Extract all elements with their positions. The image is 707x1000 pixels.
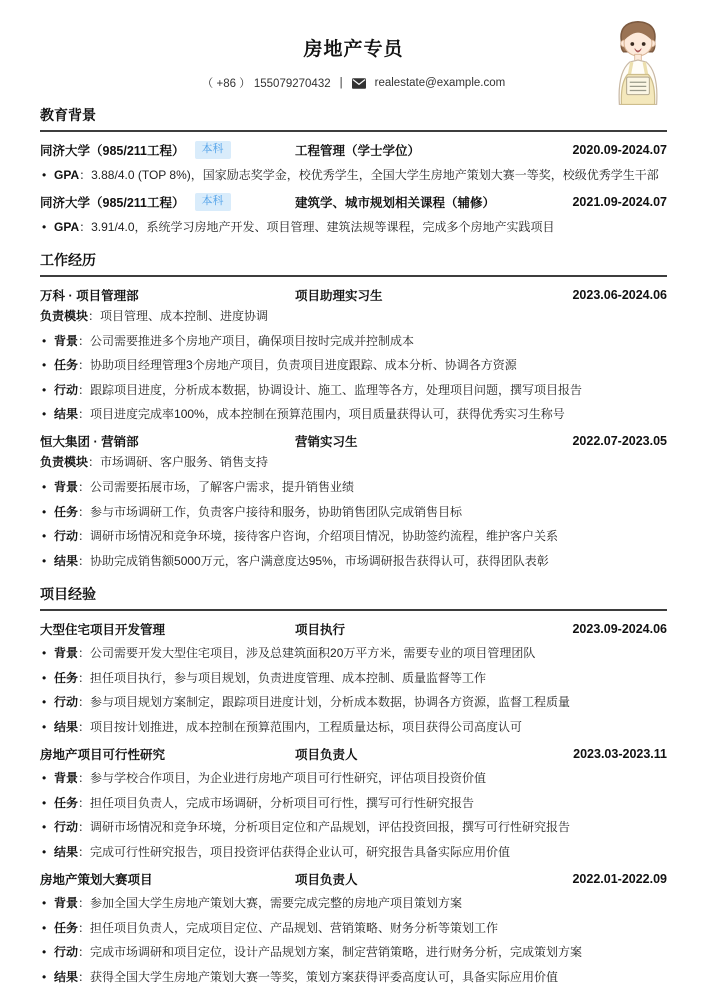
education-bullets: [40, 166, 667, 184]
bullet-item: [40, 405, 667, 423]
school-name: 同济大学（985/211工程）: [40, 144, 185, 159]
bullet-label: 行动: [54, 695, 79, 710]
project-date: 2022.01-2022.09: [572, 871, 667, 886]
bullet-text: ：跟踪项目进度，分析成本数据，协调设计、施工、监理等各方，处理项目问题，撰写项目报告: [78, 382, 583, 397]
work-bullets: [40, 332, 667, 424]
bullet-label: 结果: [54, 969, 79, 984]
bullet-item: [40, 552, 667, 570]
position-title: 营销实习生: [295, 435, 358, 450]
bullet-label: 行动: [54, 529, 79, 544]
major-name: 工程管理（学士学位）: [295, 144, 421, 159]
boy-avatar-icon: [607, 14, 669, 106]
bullet-item: [40, 527, 667, 545]
bullet-item: [40, 644, 667, 662]
bullet-item: [40, 478, 667, 496]
education-entry-header: [40, 193, 667, 211]
bullet-label: 结果: [54, 553, 79, 568]
project-name: 房地产项目可行性研究: [40, 747, 166, 762]
company-name: 恒大集团 · 营销部: [40, 435, 139, 450]
company-name: 万科 · 项目管理部: [40, 288, 139, 303]
bullet-text: ：调研市场情况和竞争环境，分析项目定位和产品规划，评估投资回报，撰写可行性研究报告: [78, 820, 571, 835]
bullet-text: ：协助项目经理管理3个房地产项目，负责项目进度跟踪、成本分析、协调各方资源: [78, 358, 517, 373]
project-entry-header: [40, 620, 667, 638]
school-name: 同济大学（985/211工程）: [40, 196, 185, 211]
bullet-label: 行动: [54, 945, 79, 960]
module-label: 负责模块: [40, 308, 89, 323]
bullet-text: ：担任项目执行，参与项目规划，负责进度管理、成本控制、质量监督等工作: [78, 670, 487, 685]
bullet-item: [40, 794, 667, 812]
bullet-item: [40, 718, 667, 736]
project-date: 2023.03-2023.11: [573, 746, 667, 761]
bullet-item: [40, 381, 667, 399]
bullet-item: [40, 843, 667, 861]
contact-separator: |: [339, 77, 343, 89]
bullet-text: ：调研市场情况和竞争环境，接待客户咨询，介绍项目情况，协助签约流程，维护客户关系: [78, 529, 559, 544]
education-date: 2020.09-2024.07: [572, 143, 667, 158]
module-text: ：项目管理、成本控制、进度协调: [88, 308, 269, 323]
bullet-text: ：参与学校合作项目，为企业进行房地产项目可行性研究，评估项目投资价值: [78, 771, 487, 786]
bullet-text: ：参与市场调研工作，负责客户接待和服务，协助销售团队完成销售目标: [78, 504, 463, 519]
work-date: 2023.06-2024.06: [572, 287, 667, 302]
bullet-label: 结果: [54, 844, 79, 859]
bullet-label: 背景: [54, 771, 79, 786]
module-line: [40, 307, 667, 326]
work-entry-header: [40, 432, 667, 450]
bullet-label: 任务: [54, 670, 79, 685]
bullet-item: [40, 503, 667, 521]
bullet-text: ：获得全国大学生房地产策划大赛一等奖，策划方案获得评委高度认可，具备实际应用价值: [78, 969, 559, 984]
bullet-text: ：担任项目负责人，完成项目定位、产品规划、营销策略、财务分析等策划工作: [78, 920, 499, 935]
bullet-label: 结果: [54, 719, 79, 734]
bullet-item: [40, 919, 667, 937]
bullet-label: 结果: [54, 407, 79, 422]
project-name: 房地产策划大赛项目: [40, 872, 153, 887]
bullet-item: [40, 693, 667, 711]
work-entry-header: [40, 286, 667, 304]
project-bullets: [40, 769, 667, 861]
bullet-item: [40, 218, 667, 236]
bullet-item: [40, 669, 667, 687]
position-title: 项目助理实习生: [295, 288, 383, 303]
bullet-label: 背景: [54, 480, 79, 495]
bullet-item: [40, 769, 667, 787]
section-title-education: 教育背景: [40, 105, 667, 132]
bullet-label: 背景: [54, 646, 79, 661]
bullet-text: ：项目按计划推进，成本控制在预算范围内，工程质量达标，项目获得公司高度认可: [78, 719, 523, 734]
bullet-text: ：参与项目规划方案制定，跟踪项目进度计划，分析成本数据，协调各方资源，监督工程质量: [78, 695, 571, 710]
major-name: 建筑学、城市规划相关课程（辅修）: [295, 196, 496, 211]
bullet-label: 行动: [54, 820, 79, 835]
work-date: 2022.07-2023.05: [572, 434, 667, 449]
bullet-item: [40, 968, 667, 986]
bullet-label: 行动: [54, 382, 79, 397]
project-role: 项目负责人: [295, 747, 358, 762]
bullet-item: [40, 894, 667, 912]
bullet-item: [40, 818, 667, 836]
bullet-label: 任务: [54, 920, 79, 935]
module-text: ：市场调研、客户服务、销售支持: [88, 455, 269, 470]
project-role: 项目负责人: [295, 872, 358, 887]
education-entry-header: [40, 141, 667, 159]
work-bullets: [40, 478, 667, 570]
page-title: 房地产专员: [303, 39, 404, 60]
section-work: [40, 250, 667, 570]
bullet-text: ：公司需要拓展市场，了解客户需求，提升销售业绩: [78, 480, 355, 495]
education-date: 2021.09-2024.07: [572, 195, 667, 210]
project-entry-header: [40, 870, 667, 888]
bullet-text: ：完成可行性研究报告，项目投资评估获得企业认可，研究报告具备实际应用价值: [78, 844, 511, 859]
bullet-text: ：完成市场调研和项目定位，设计产品规划方案，制定营销策略，进行财务分析，完成策划方案: [78, 945, 583, 960]
bullet-label: 背景: [54, 896, 79, 911]
bullet-label: GPA: [54, 167, 80, 182]
education-bullets: [40, 218, 667, 236]
project-date: 2023.09-2024.06: [572, 621, 667, 636]
bullet-item: [40, 943, 667, 961]
bullet-text: ：参加全国大学生房地产策划大赛，需要完成完整的房地产项目策划方案: [78, 896, 463, 911]
bullet-label: 背景: [54, 333, 79, 348]
bullet-label: 任务: [54, 504, 79, 519]
section-projects: [40, 584, 667, 986]
avatar: [607, 14, 669, 106]
bullet-text: ：公司需要开发大型住宅项目，涉及总建筑面积20万平方米，需要专业的项目管理团队: [78, 646, 536, 661]
bullet-text: ：项目进度完成率100%，成本控制在预算范围内，项目质量获得认可，获得优秀实习生称号: [78, 407, 565, 422]
bullet-label: 任务: [54, 358, 79, 373]
bullet-item: [40, 356, 667, 374]
project-bullets: [40, 894, 667, 986]
bullet-label: 任务: [54, 795, 79, 810]
project-entry-header: [40, 745, 667, 763]
bullet-text: ：3.91/4.0，系统学习房地产开发、项目管理、建筑法规等课程，完成多个房地产实践项目: [79, 219, 555, 234]
contact-line: [40, 75, 667, 91]
project-bullets: [40, 644, 667, 736]
module-line: [40, 453, 667, 472]
bullet-item: [40, 166, 667, 184]
email-address: realestate@example.com: [374, 77, 506, 89]
bullet-text: ：担任项目负责人，完成市场调研，分析项目可行性，撰写可行性研究报告: [78, 795, 475, 810]
project-name: 大型住宅项目开发管理: [40, 622, 166, 637]
section-education: [40, 105, 667, 236]
degree-badge: 本科: [195, 193, 231, 211]
bullet-text: ：协助完成销售额5000万元，客户满意度达95%，市场调研报告获得认可，获得团队表彰: [78, 553, 549, 568]
degree-badge: 本科: [195, 141, 231, 159]
bullet-label: GPA: [54, 219, 80, 234]
module-label: 负责模块: [40, 455, 89, 470]
phone-number: （ +86 ） 155079270432: [201, 78, 331, 90]
bullet-text: ：3.88/4.0 (TOP 8%)，国家励志奖学金，校优秀学生，全国大学生房地产策划大赛一等奖，校级优秀学生干部: [79, 167, 659, 182]
section-title-projects: 项目经验: [40, 584, 667, 611]
bullet-item: [40, 332, 667, 350]
project-role: 项目执行: [295, 622, 346, 637]
bullet-text: ：公司需要推进多个房地产项目，确保项目按时完成并控制成本: [78, 333, 415, 348]
email-icon: [352, 78, 366, 89]
section-title-work: 工作经历: [40, 250, 667, 277]
